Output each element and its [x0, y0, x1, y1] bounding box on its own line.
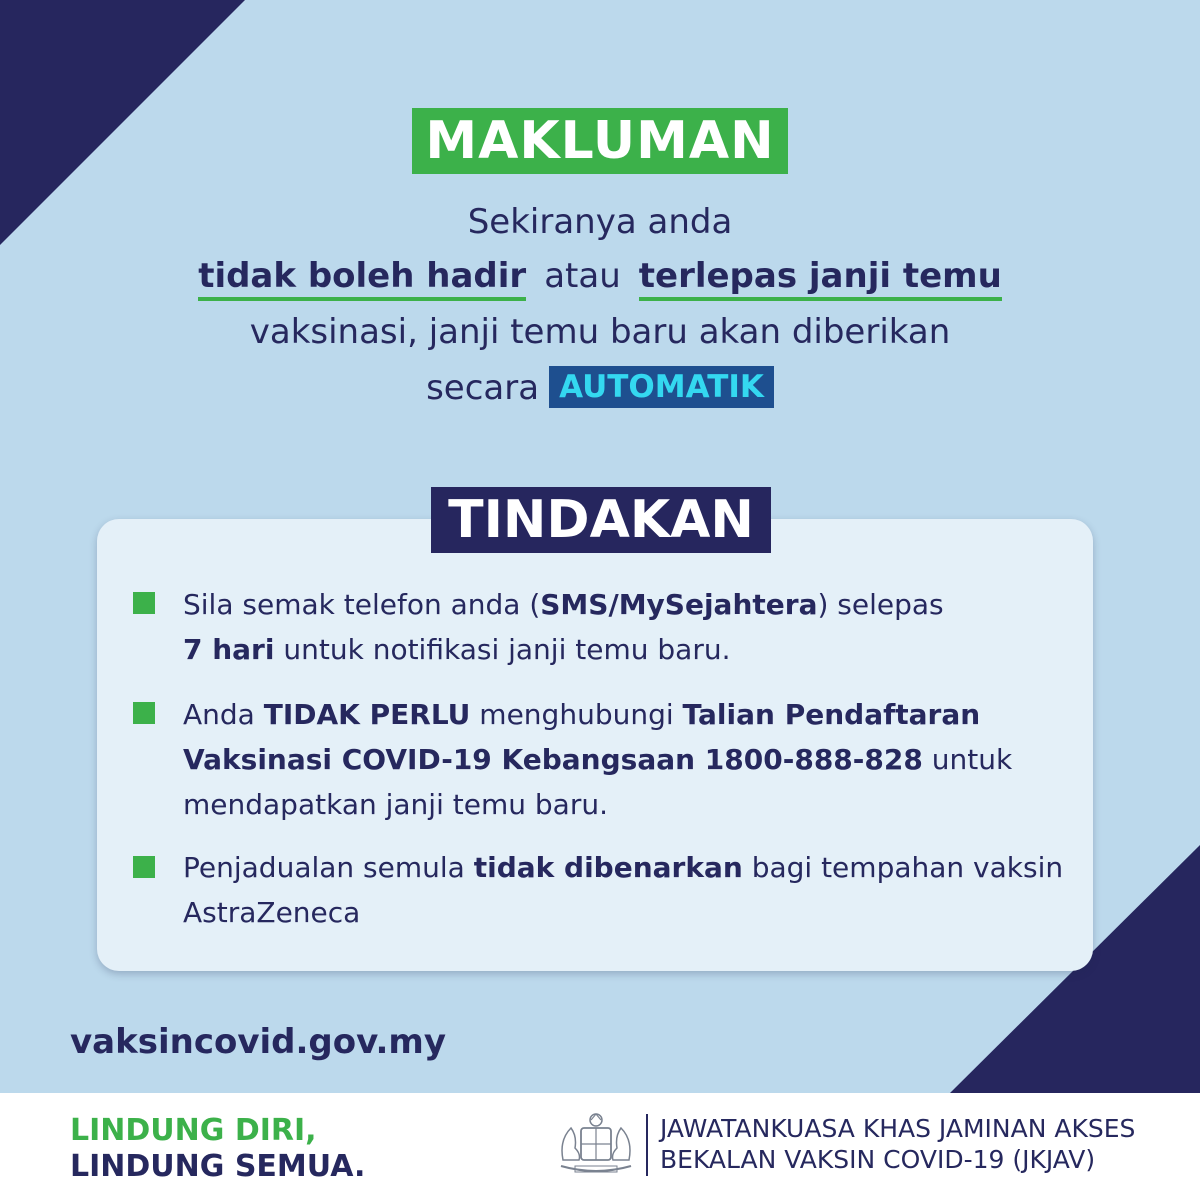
item-2-text-c: untuk mendapatkan janji temu baru. [183, 743, 1013, 821]
item-3-bold-tidak-dibenarkan: tidak dibenarkan [473, 851, 743, 884]
item-3-text-b: bagi tempahan vaksin AstraZeneca [183, 851, 1064, 929]
item-1-text-c: untuk notifikasi janji temu baru. [274, 633, 731, 666]
green-square-bullet-icon [133, 702, 155, 724]
atau-text: atau [544, 256, 621, 296]
tidak-boleh-hadir-text: tidak boleh hadir [198, 256, 526, 301]
item-2-bold-tidak-perlu: TIDAK PERLU [263, 698, 471, 731]
secara-text: secara [426, 368, 540, 408]
tindakan-heading: TINDAKAN [431, 487, 771, 553]
item-1-text-a: Sila semak telefon anda ( [183, 588, 541, 621]
agency-name-line-2: BEKALAN VAKSIN COVID-19 (JKJAV) [660, 1145, 1096, 1174]
green-square-bullet-icon [133, 856, 155, 878]
automatik-badge: AUTOMATIK [549, 366, 774, 408]
item-2-bold-hotline: Talian Pendaftaran Vaksinasi COVID-19 Kebangsaan 1800-888-828 [183, 698, 981, 776]
coat-of-arms-icon [553, 1110, 639, 1176]
action-item-3 [183, 845, 1073, 935]
intro-line-1: Sekiranya anda [467, 202, 733, 242]
intro-line-2 [100, 256, 1100, 296]
item-2-text-b: menghubungi [470, 698, 683, 731]
item-2-text-a: Anda [183, 698, 264, 731]
intro-line-3: vaksinasi, janji temu baru akan diberikan [249, 312, 951, 352]
item-3-text-a: Penjadualan semula [183, 851, 474, 884]
item-1-bold-days: 7 hari [183, 633, 275, 666]
footer-divider [646, 1114, 648, 1176]
green-square-bullet-icon [133, 592, 155, 614]
website-link[interactable]: vaksincovid.gov.my [70, 1022, 446, 1062]
slogan-line-1: LINDUNG DIRI, [70, 1113, 317, 1148]
terlepas-janji-temu-text: terlepas janji temu [639, 256, 1002, 301]
makluman-heading: MAKLUMAN [412, 108, 788, 174]
item-1-bold-sms: SMS/MySejahtera [540, 588, 818, 621]
item-1-text-b: ) selepas [817, 588, 944, 621]
slogan-line-2: LINDUNG SEMUA. [70, 1149, 366, 1184]
action-item-1 [183, 582, 1073, 672]
agency-name-line-1: JAWATANKUASA KHAS JAMINAN AKSES [660, 1114, 1136, 1143]
intro-line-4 [100, 366, 1100, 408]
action-item-2 [183, 692, 1073, 827]
